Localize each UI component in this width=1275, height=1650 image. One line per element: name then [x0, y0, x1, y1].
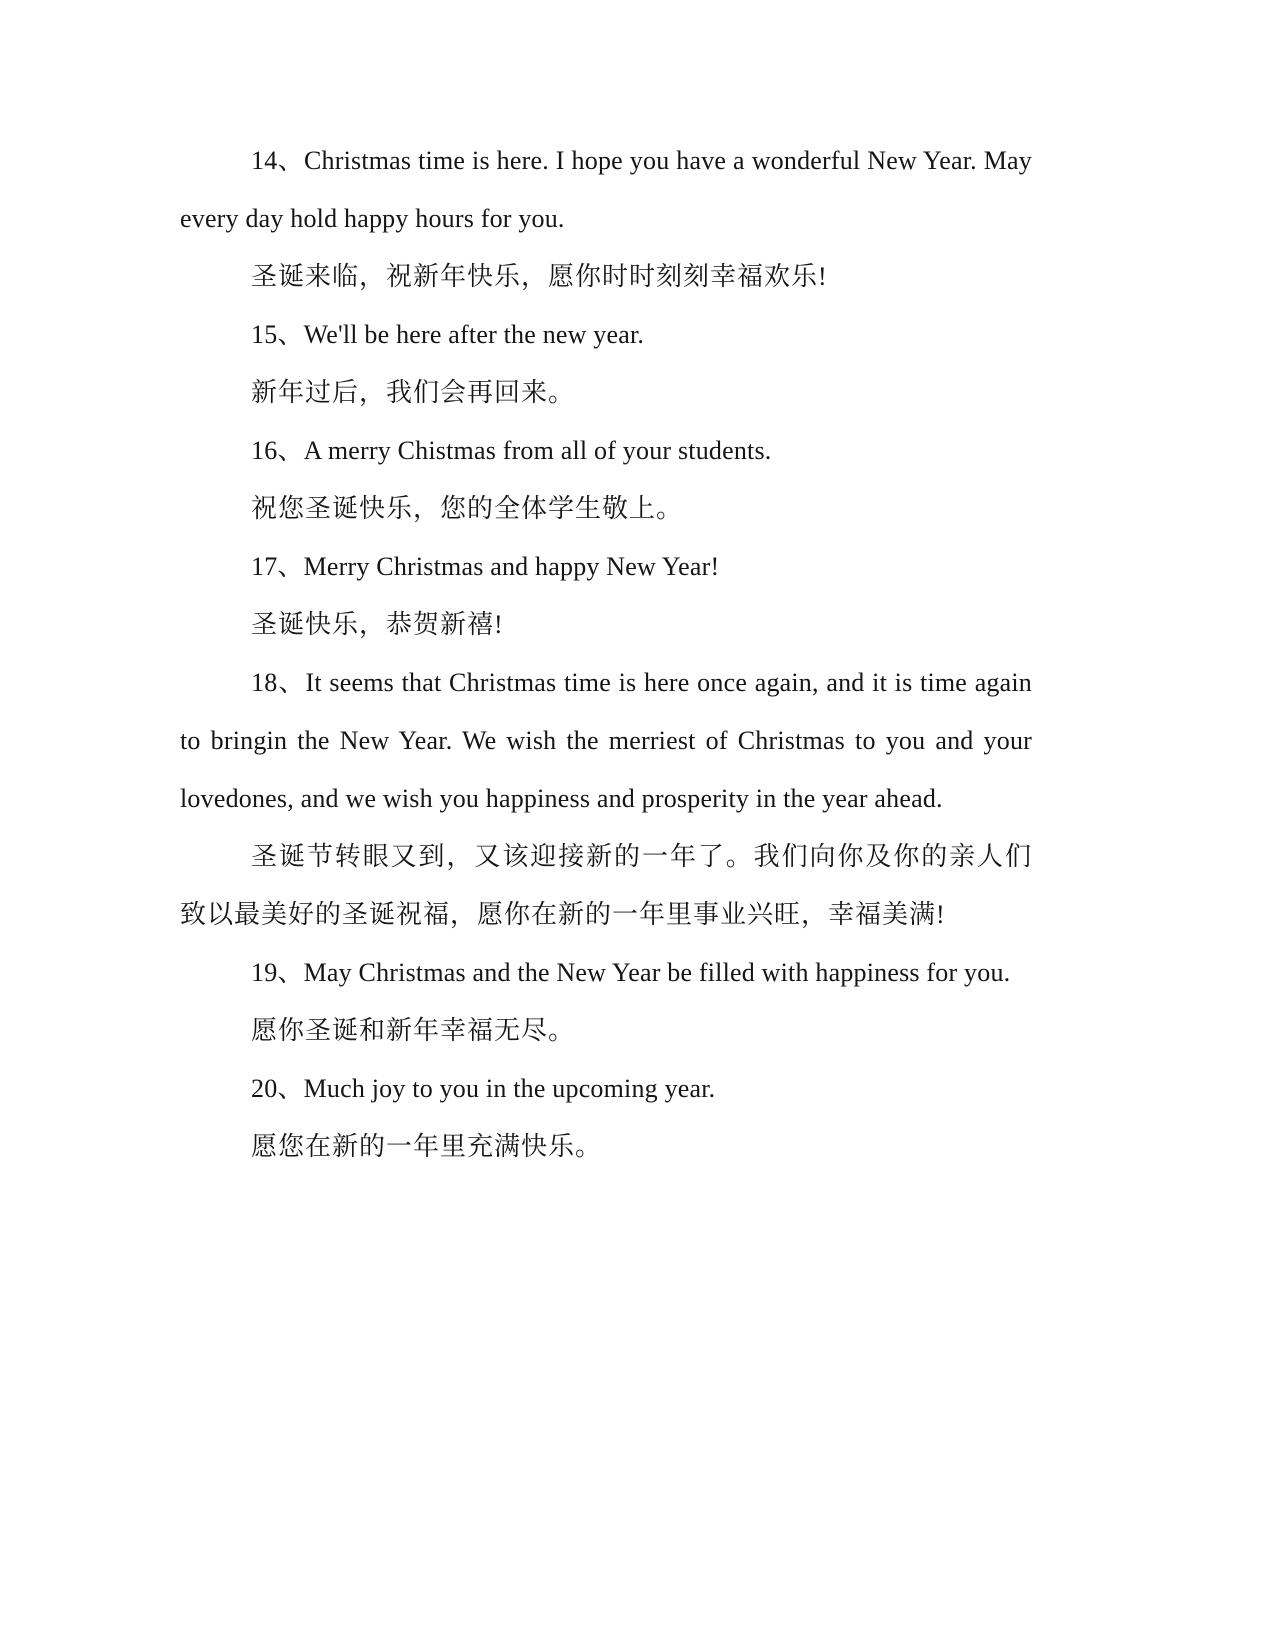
greeting-18-english: 18、It seems that Christmas time is here once again, and it is time again to bringin the New Year. We wish the merriest of Christmas to you and your lovedones, and we wish you happiness and prosperity in the year ahead.: [180, 668, 1032, 813]
greeting-15-english: 15、We'll be here after the new year.: [251, 320, 645, 349]
greeting-17-chinese-translation: 圣诞快乐，恭贺新禧!: [251, 610, 504, 639]
greeting-17-english: 17、Merry Christmas and happy New Year!: [251, 552, 720, 581]
greeting-18-chinese-translation: 圣诞节转眼又到，又该迎接新的一年了。我们向你及你的亲人们致以最美好的圣诞祝福，愿你在新的一年里事业兴旺，幸福美满!: [180, 842, 1032, 929]
greeting-20-chinese-translation: 愿您在新的一年里充满快乐。: [251, 1132, 603, 1161]
greeting-20-english: 20、Much joy to you in the upcoming year.: [251, 1074, 716, 1103]
greeting-16-chinese-translation: 祝您圣诞快乐，您的全体学生敬上。: [251, 494, 684, 523]
document-body: [180, 132, 1032, 1176]
greeting-14-chinese-translation: 圣诞来临，祝新年快乐，愿你时时刻刻幸福欢乐!: [251, 262, 828, 291]
greeting-16-english: 16、A merry Chistmas from all of your students.: [251, 436, 772, 465]
greeting-19-english: 19、May Christmas and the New Year be filled with happiness for you.: [251, 958, 1011, 987]
greeting-14-english: 14、Christmas time is here. I hope you have a wonderful New Year. May every day hold happy hours for you.: [180, 146, 1032, 233]
greeting-15-chinese-translation: 新年过后，我们会再回来。: [251, 378, 576, 407]
greeting-19-chinese-translation: 愿你圣诞和新年幸福无尽。: [251, 1016, 576, 1045]
